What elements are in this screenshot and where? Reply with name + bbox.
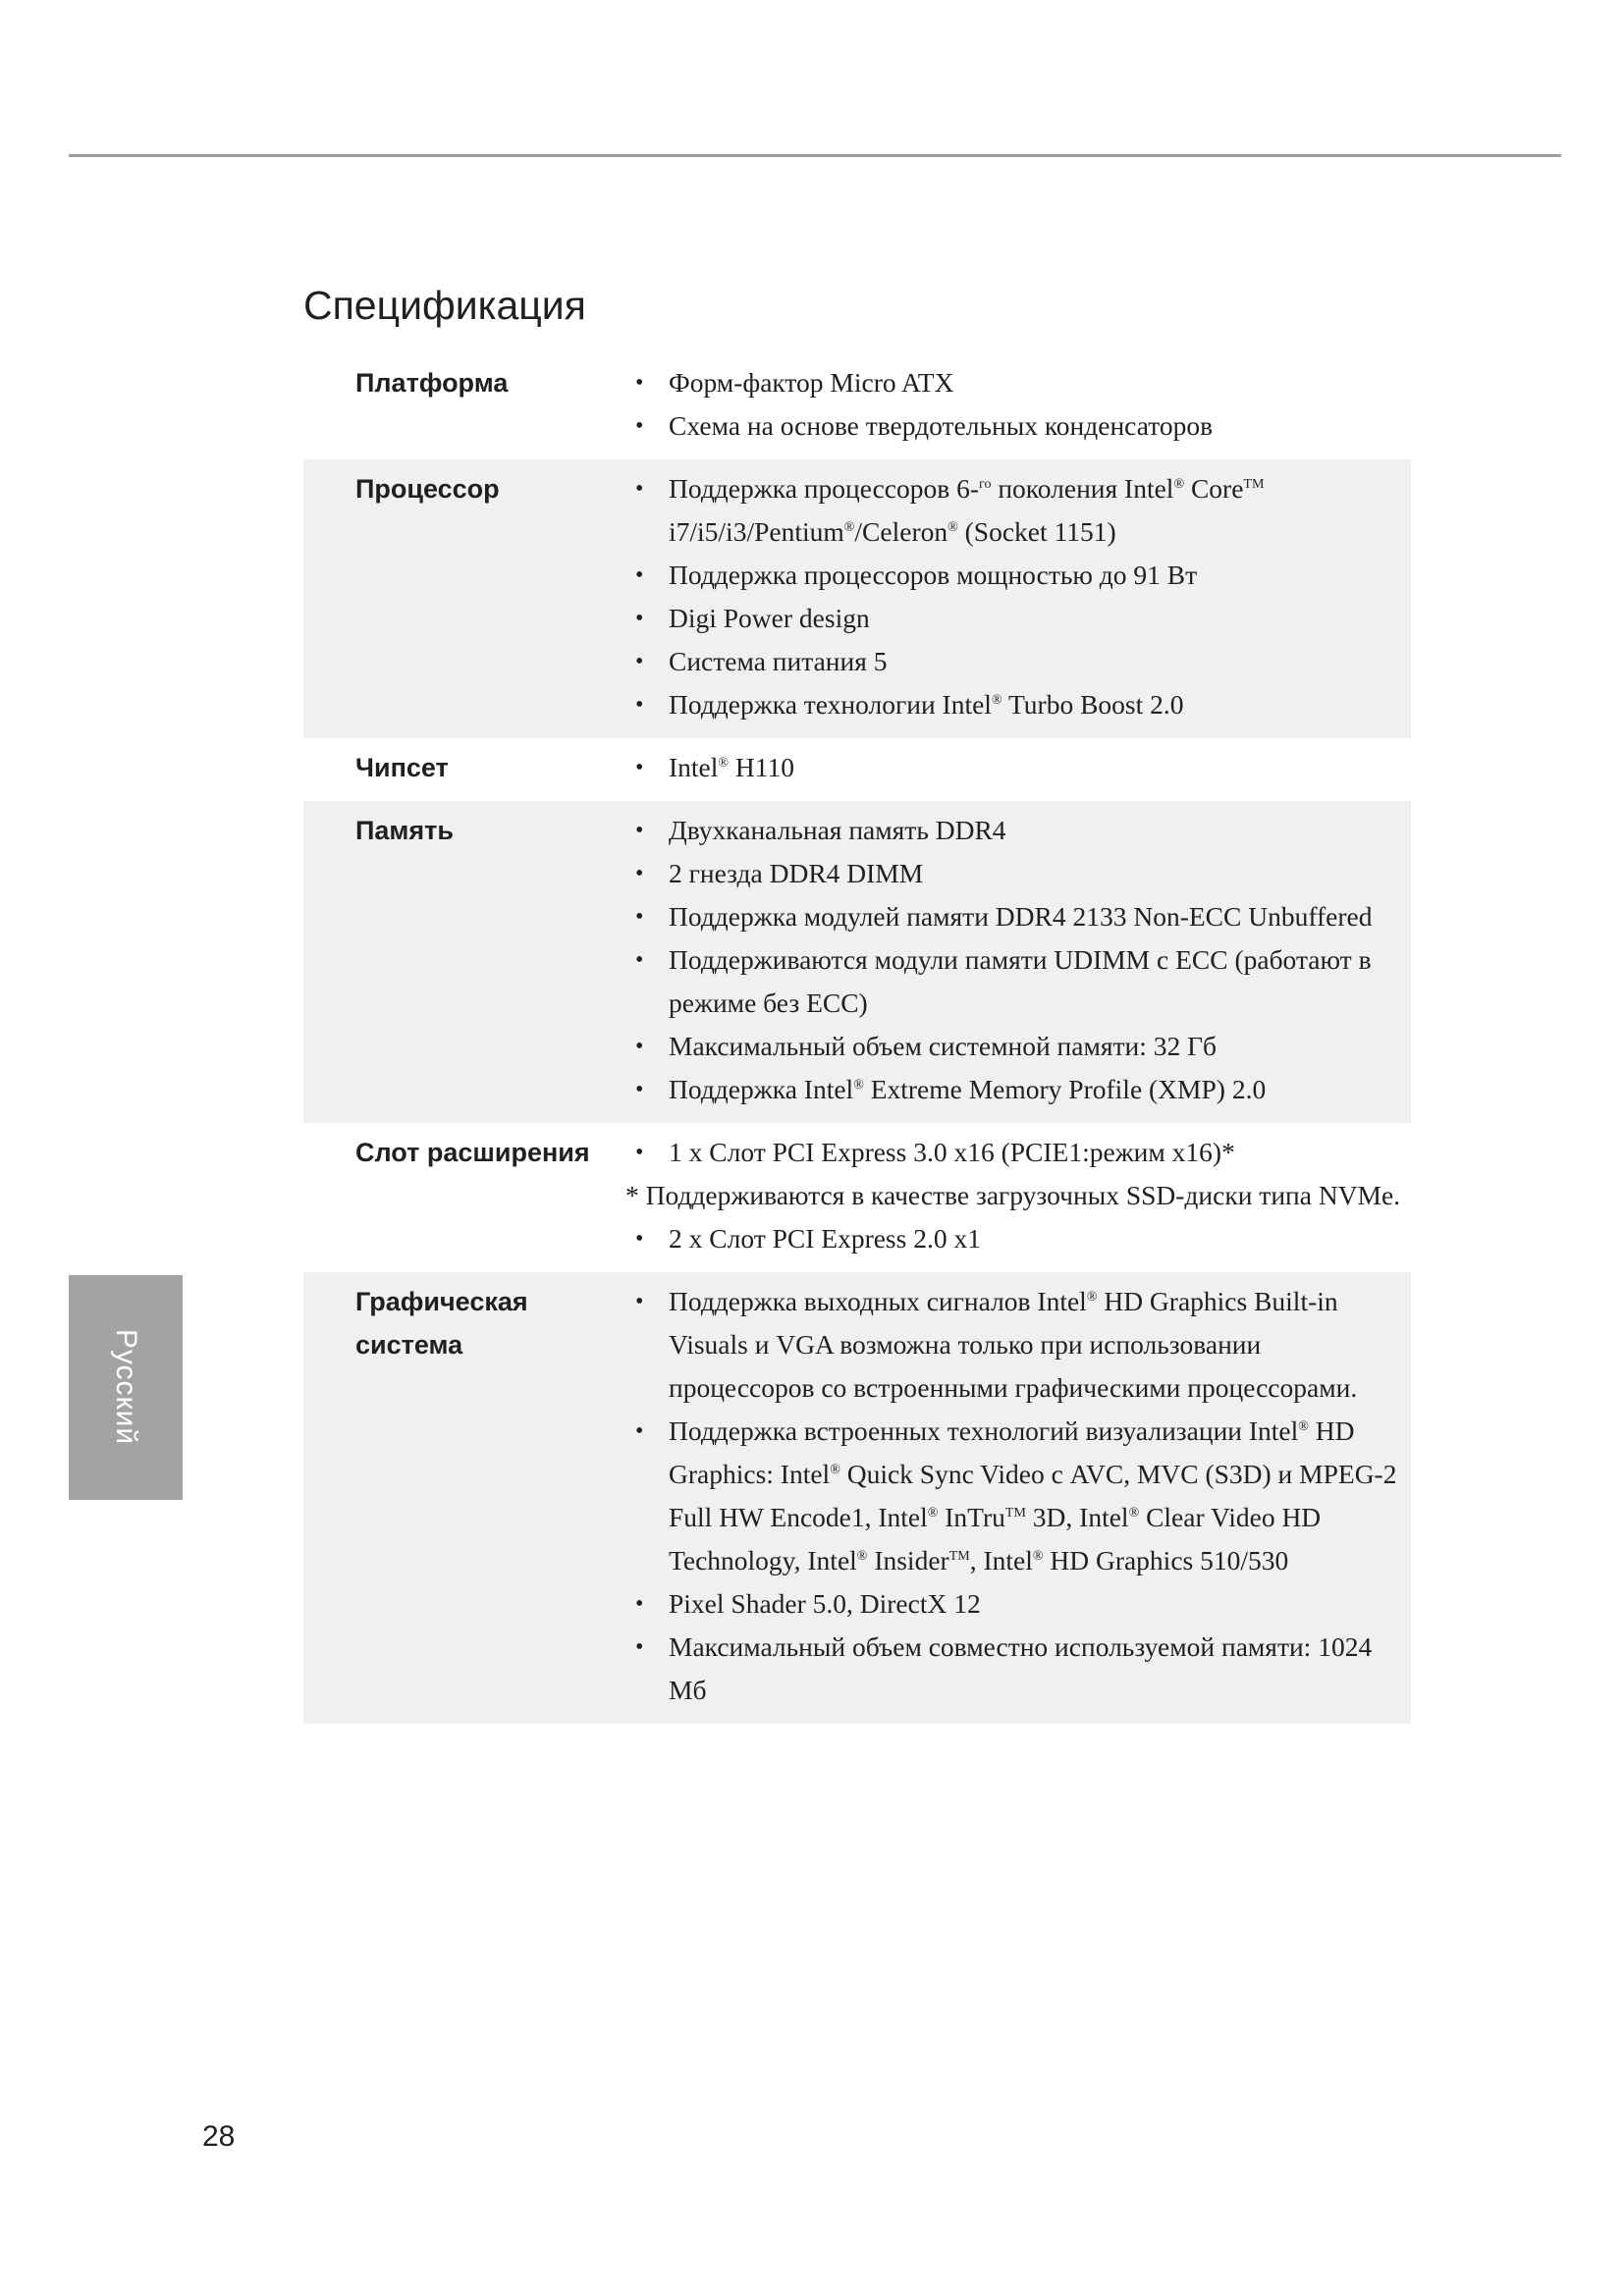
spec-label-chipset: Чипсет [355, 753, 449, 782]
bullet-icon: • [635, 1418, 644, 1444]
bullet-icon: • [635, 947, 644, 973]
footnote: * Поддерживаются в качестве загрузочных SSD-диски типа NVMe. [625, 1180, 1401, 1210]
list-item: • Максимальный объем совместно используемой памяти: 1024 Мб [625, 1626, 1411, 1712]
list-item: • Intel® H110 [625, 746, 1411, 789]
spec-values-platform [625, 361, 1411, 448]
spec-row-cpu [303, 459, 1411, 738]
language-tab-label: Русский [110, 1328, 142, 1446]
list-item: • Поддержка выходных сигналов Intel® HD Graphics Built-in Visuals и VGA возможна только при использовании процессоров со встроенными графическими процессорами. [625, 1280, 1411, 1410]
bullet-icon: • [635, 476, 644, 502]
spec-values-graphics [625, 1280, 1411, 1712]
list-item: • Поддержка Intel® Extreme Memory Profile (XMP) 2.0 [625, 1068, 1411, 1111]
bullet-icon: • [635, 818, 644, 843]
page-number: 28 [202, 2120, 236, 2153]
bullet-icon: • [635, 1140, 644, 1165]
spec-row-chipset [303, 738, 1411, 801]
bullet-icon: • [635, 1289, 644, 1314]
spec-values-chipset [625, 746, 1411, 789]
list-item: • Pixel Shader 5.0, DirectX 12 [625, 1582, 1411, 1626]
list-item: • Поддержка процессоров 6-$^{го}$ поколения Intel® Core™ i7/i5/i3/Pentium®/Celeron® (Socket 1151) [625, 467, 1411, 554]
bullet-icon: • [635, 692, 644, 718]
spec-row-graphics [303, 1272, 1411, 1724]
bullet-icon: • [635, 904, 644, 930]
bullet-icon: • [635, 1077, 644, 1102]
spec-row-platform [303, 353, 1411, 459]
bullet-icon: • [635, 1591, 644, 1617]
bullet-icon: • [635, 370, 644, 396]
list-item: • Форм-фактор Micro ATX [625, 361, 1411, 404]
spec-table [303, 353, 1411, 1724]
list-item: • 2 x Слот PCI Express 2.0 x1 [625, 1217, 1411, 1260]
list-item: • Поддержка модулей памяти DDR4 2133 Non-ECC Unbuffered [625, 895, 1411, 938]
page-title: Спецификация [303, 283, 586, 328]
bullet-icon: • [635, 755, 644, 780]
list-item: • Digi Power design [625, 597, 1411, 640]
list-item: • Поддержка процессоров мощностью до 91 Вт [625, 554, 1411, 597]
list-item: • Поддержка технологии Intel® Turbo Boost 2.0 [625, 683, 1411, 726]
spec-label-graphics: Графическая система [355, 1287, 528, 1360]
bullet-icon: • [635, 413, 644, 439]
spec-label-platform: Платформа [355, 368, 509, 398]
bullet-icon: • [635, 1634, 644, 1660]
spec-values-expansion [625, 1131, 1411, 1260]
bullet-icon: • [635, 649, 644, 674]
spec-row-expansion [303, 1123, 1411, 1272]
list-item: • 2 гнезда DDR4 DIMM [625, 852, 1411, 895]
spec-label-expansion: Слот расширения [355, 1138, 590, 1167]
spec-row-memory [303, 801, 1411, 1123]
language-side-tab [69, 1275, 183, 1500]
list-item: • Поддерживаются модули памяти UDIMM с ECC (работают в режиме без ECC) [625, 938, 1411, 1025]
bullet-icon: • [635, 1226, 644, 1252]
spec-label-memory: Память [355, 816, 454, 845]
list-item: • Поддержка встроенных технологий визуализации Intel® HD Graphics: Intel® Quick Sync Video с AVC, MVC (S3D) и MPEG-2 Full HW Encode1, Intel® InTru™ 3D, Intel® Clear Video HD Technology, Intel® Insider™, Intel® HD Graphics 510/530 [625, 1410, 1411, 1582]
list-item: • 1 x Слот PCI Express 3.0 x16 (PCIE1:режим x16)* [625, 1131, 1411, 1174]
bullet-icon: • [635, 861, 644, 886]
list-item: • Система питания 5 [625, 640, 1411, 683]
spec-values-cpu [625, 467, 1411, 726]
top-rule [69, 154, 1561, 157]
bullet-icon: • [635, 562, 644, 588]
list-item: • Схема на основе твердотельных конденсаторов [625, 404, 1411, 448]
spec-label-cpu: Процессор [355, 474, 500, 504]
list-item: • Максимальный объем системной памяти: 32 Гб [625, 1025, 1411, 1068]
list-item: • Двухканальная память DDR4 [625, 809, 1411, 852]
bullet-icon: • [635, 606, 644, 631]
bullet-icon: • [635, 1034, 644, 1059]
spec-values-memory [625, 809, 1411, 1111]
